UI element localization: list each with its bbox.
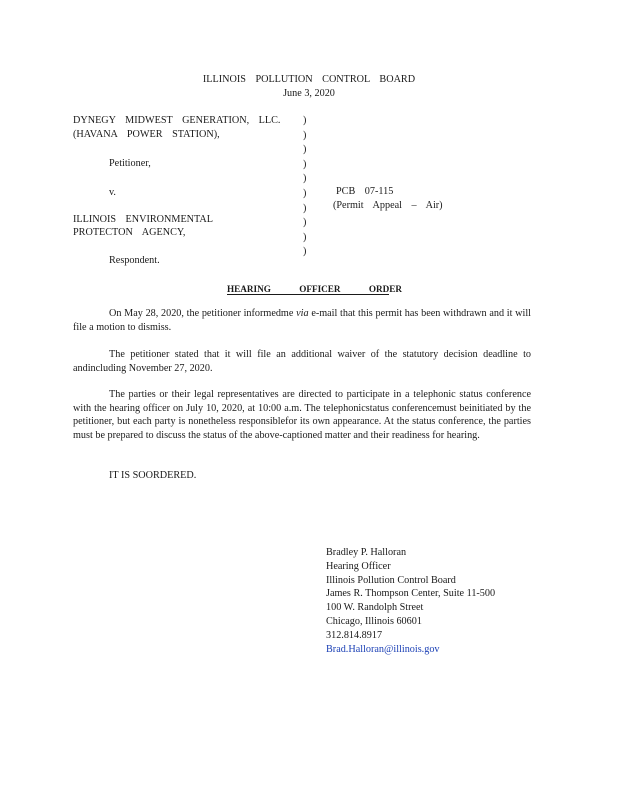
signature-block [326, 546, 495, 656]
paragraph-1-text-a: On May 28, 2020, the petitioner informedme [109, 308, 294, 319]
caption-bracket-column [303, 114, 313, 260]
paragraph-1-text-b: e-mail that this permit has been withdrawn and it will file a motion to dismiss. [73, 308, 532, 333]
respondent-name: ILLINOIS ENVIRONMENTAL [73, 214, 214, 225]
signature-city: Chicago, Illinois 60601 [326, 615, 422, 627]
petitioner-facility: (HAVANA POWER STATION), [73, 129, 220, 140]
paragraph-2-text: The petitioner stated that it will file an additional waiver of the statutory decision deadline to andincluding November 27, 2020. [73, 349, 531, 374]
paragraph-1 [73, 307, 531, 334]
respondent-role: Respondent. [109, 255, 160, 266]
caption-bracket: ) [303, 202, 307, 214]
board-name: ILLINOIS POLLUTION CONTROL BOARD [202, 74, 416, 85]
caption-bracket: ) [303, 144, 307, 156]
respondent-agency: PROTECTON AGENCY, [73, 227, 186, 238]
caption-bracket: ) [303, 246, 307, 258]
versus-label: v. [109, 187, 116, 198]
signature-organization: Illinois Pollution Control Board [326, 574, 456, 586]
paragraph-1-via: via [296, 308, 309, 319]
signature-email-link[interactable]: Brad.Halloran@illinois.gov [326, 643, 440, 655]
case-type: (Permit Appeal – Air) [333, 200, 443, 211]
caption-bracket: ) [303, 217, 307, 229]
signature-street: 100 W. Randolph Street [326, 602, 424, 614]
signature-title: Hearing Officer [326, 560, 391, 572]
case-number: PCB 07-115 [336, 186, 394, 197]
title-underline [227, 294, 389, 295]
caption-bracket: ) [303, 115, 307, 126]
petitioner-role: Petitioner, [109, 158, 151, 169]
paragraph-2 [73, 348, 531, 375]
caption-bracket: ) [303, 187, 307, 199]
petitioner-name: DYNEGY MIDWEST GENERATION, LLC. [73, 115, 281, 126]
paragraph-3-text: The parties or their legal representatives are directed to participate in a telephonic status conference with the hearing officer on July 10, 2020, at 10:00 a.m. The telephonicstatus conferencemust beinitiated by the petitioner, but each party is nonetheless responsiblefor its own appearance. At the status conference, the parties must be prepared to discuss the status of the above-captioned matter and their readiness for hearing. [73, 389, 531, 442]
order-date: June 3, 2020 [283, 88, 335, 99]
signature-phone: 312.814.8917 [326, 629, 383, 641]
caption-bracket: ) [303, 158, 307, 170]
order-title: HEARING OFFICER ORDER [227, 284, 403, 294]
paragraph-3 [73, 388, 531, 443]
so-ordered: IT IS SOORDERED. [109, 470, 197, 481]
caption-bracket: ) [303, 129, 307, 141]
signature-name: Bradley P. Halloran [326, 547, 407, 558]
caption-bracket: ) [303, 173, 307, 185]
signature-building: James R. Thompson Center, Suite 11-500 [326, 588, 496, 600]
caption-bracket: ) [303, 231, 307, 243]
